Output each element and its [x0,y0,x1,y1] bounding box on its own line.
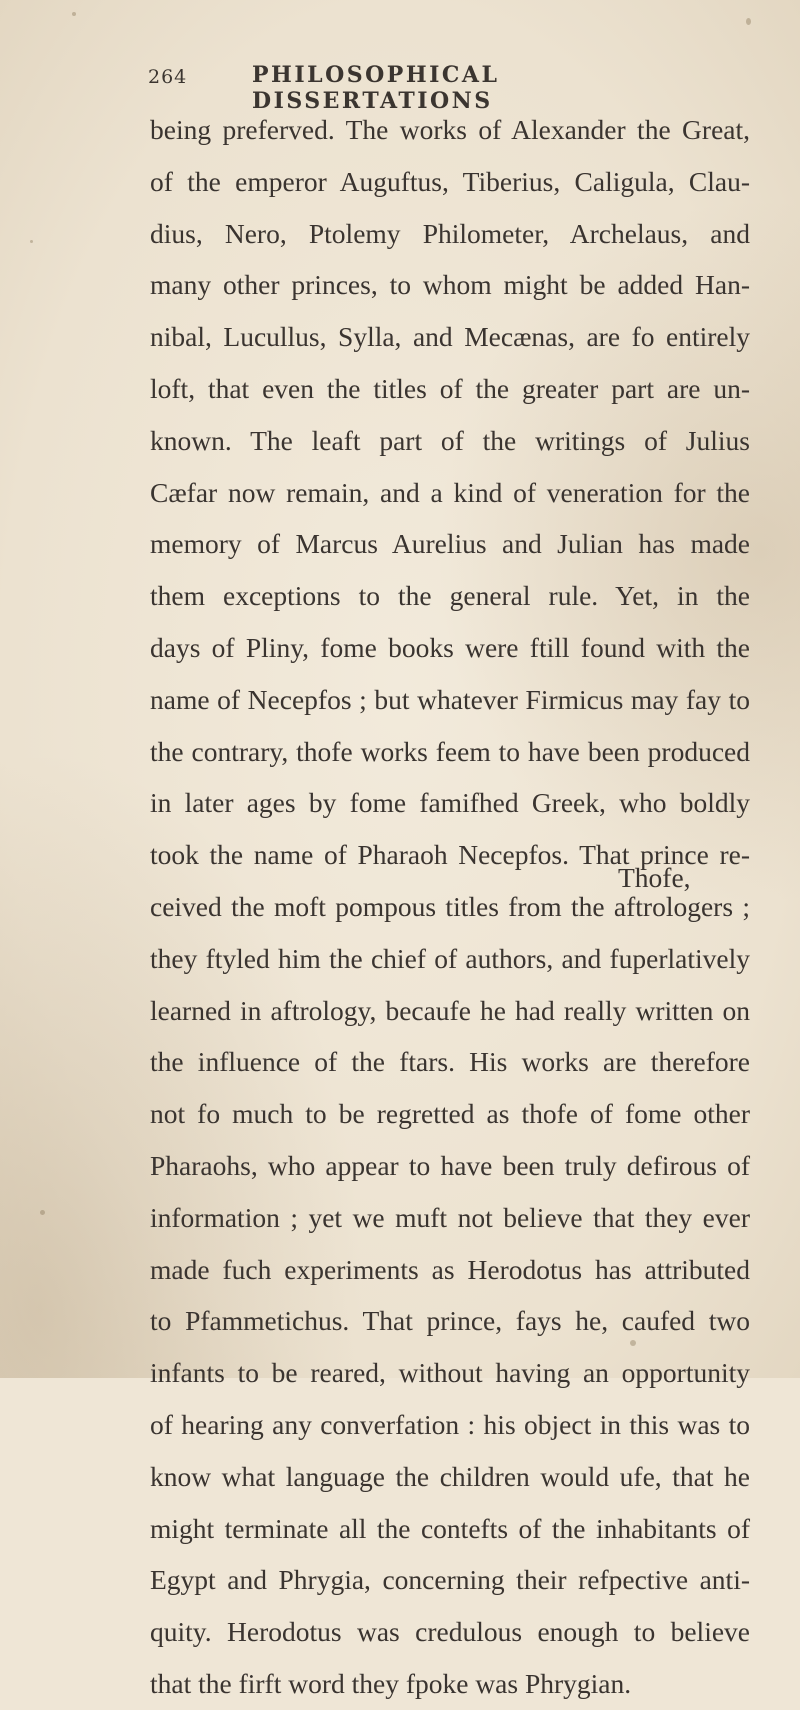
text-line: made fuch experiments as Herodotus has attributed [150,1253,750,1285]
paper-speck [630,1340,636,1346]
text-line: that the firft word they fpoke was Phrygian. [150,1667,632,1699]
text-line: Pharaohs, who appear to have been truly defirous of [150,1149,750,1181]
text-line: information ; yet we muft not believe that they ever [150,1201,750,1233]
text-line: of the emperor Auguftus, Tiberius, Caligula, Clau- [150,165,750,197]
text-line: they ftyled him the chief of authors, and fuperlatively [150,942,750,974]
paper-speck [30,240,33,243]
text-line: the influence of the ftars. His works are therefore [150,1046,750,1078]
text-line: days of Pliny, fome books were ftill found with the [150,631,750,663]
text-line: took the name of Pharaoh Necepfos. That prince re- [150,839,750,871]
text-line: might terminate all the contefts of the inhabitants of [150,1512,750,1544]
text-line: in later ages by fome famifhed Greek, who boldly [150,787,750,819]
text-line: dius, Nero, Ptolemy Philometer, Archelaus, and [150,217,750,249]
text-line: of hearing any converfation : his object in this was to [150,1408,750,1440]
body-text [150,104,750,1710]
text-line: name of Necepfos ; but whatever Firmicus may fay to [150,683,750,715]
text-line: the contrary, thofe works feem to have been produced [150,735,750,767]
text-line: infants to be reared, without having an opportunity [150,1357,750,1389]
text-line: Cæfar now remain, and a kind of veneration for the [150,476,750,508]
running-title: PHILOSOPHICAL DISSERTATIONS [252,62,500,114]
text-line: to Pfammetichus. That prince, fays he, caufed two [150,1305,750,1337]
text-line: not fo much to be regretted as thofe of fome other [150,1098,750,1130]
paper-speck [40,1210,45,1215]
text-line: learned in aftrology, becaufe he had really written on [150,994,750,1026]
text-line: ceived the moft pompous titles from the aftrologers ; [150,890,750,922]
text-line: nibal, Lucullus, Sylla, and Mecænas, are fo entirely [150,321,750,353]
paper-speck [72,12,76,16]
text-line: being preferved. The works of Alexander the Great, [150,114,750,145]
text-line: many other princes, to whom might be added Han- [150,269,750,301]
text-line: know what language the children would ufe, that he [150,1460,750,1492]
text-line: Egypt and Phrygia, concerning their refpective anti- [150,1564,750,1596]
text-line: known. The leaft part of the writings of Julius [150,424,750,456]
catchword: Thofe, [618,862,691,893]
text-line: memory of Marcus Aurelius and Julian has made [150,528,750,560]
page-number: 264 [148,66,188,88]
paper-speck [746,18,751,25]
text-line: loft, that even the titles of the greater part are un- [150,372,750,404]
text-line: them exceptions to the general rule. Yet, in the [150,580,750,612]
text-line: quity. Herodotus was credulous enough to believe [150,1616,750,1648]
